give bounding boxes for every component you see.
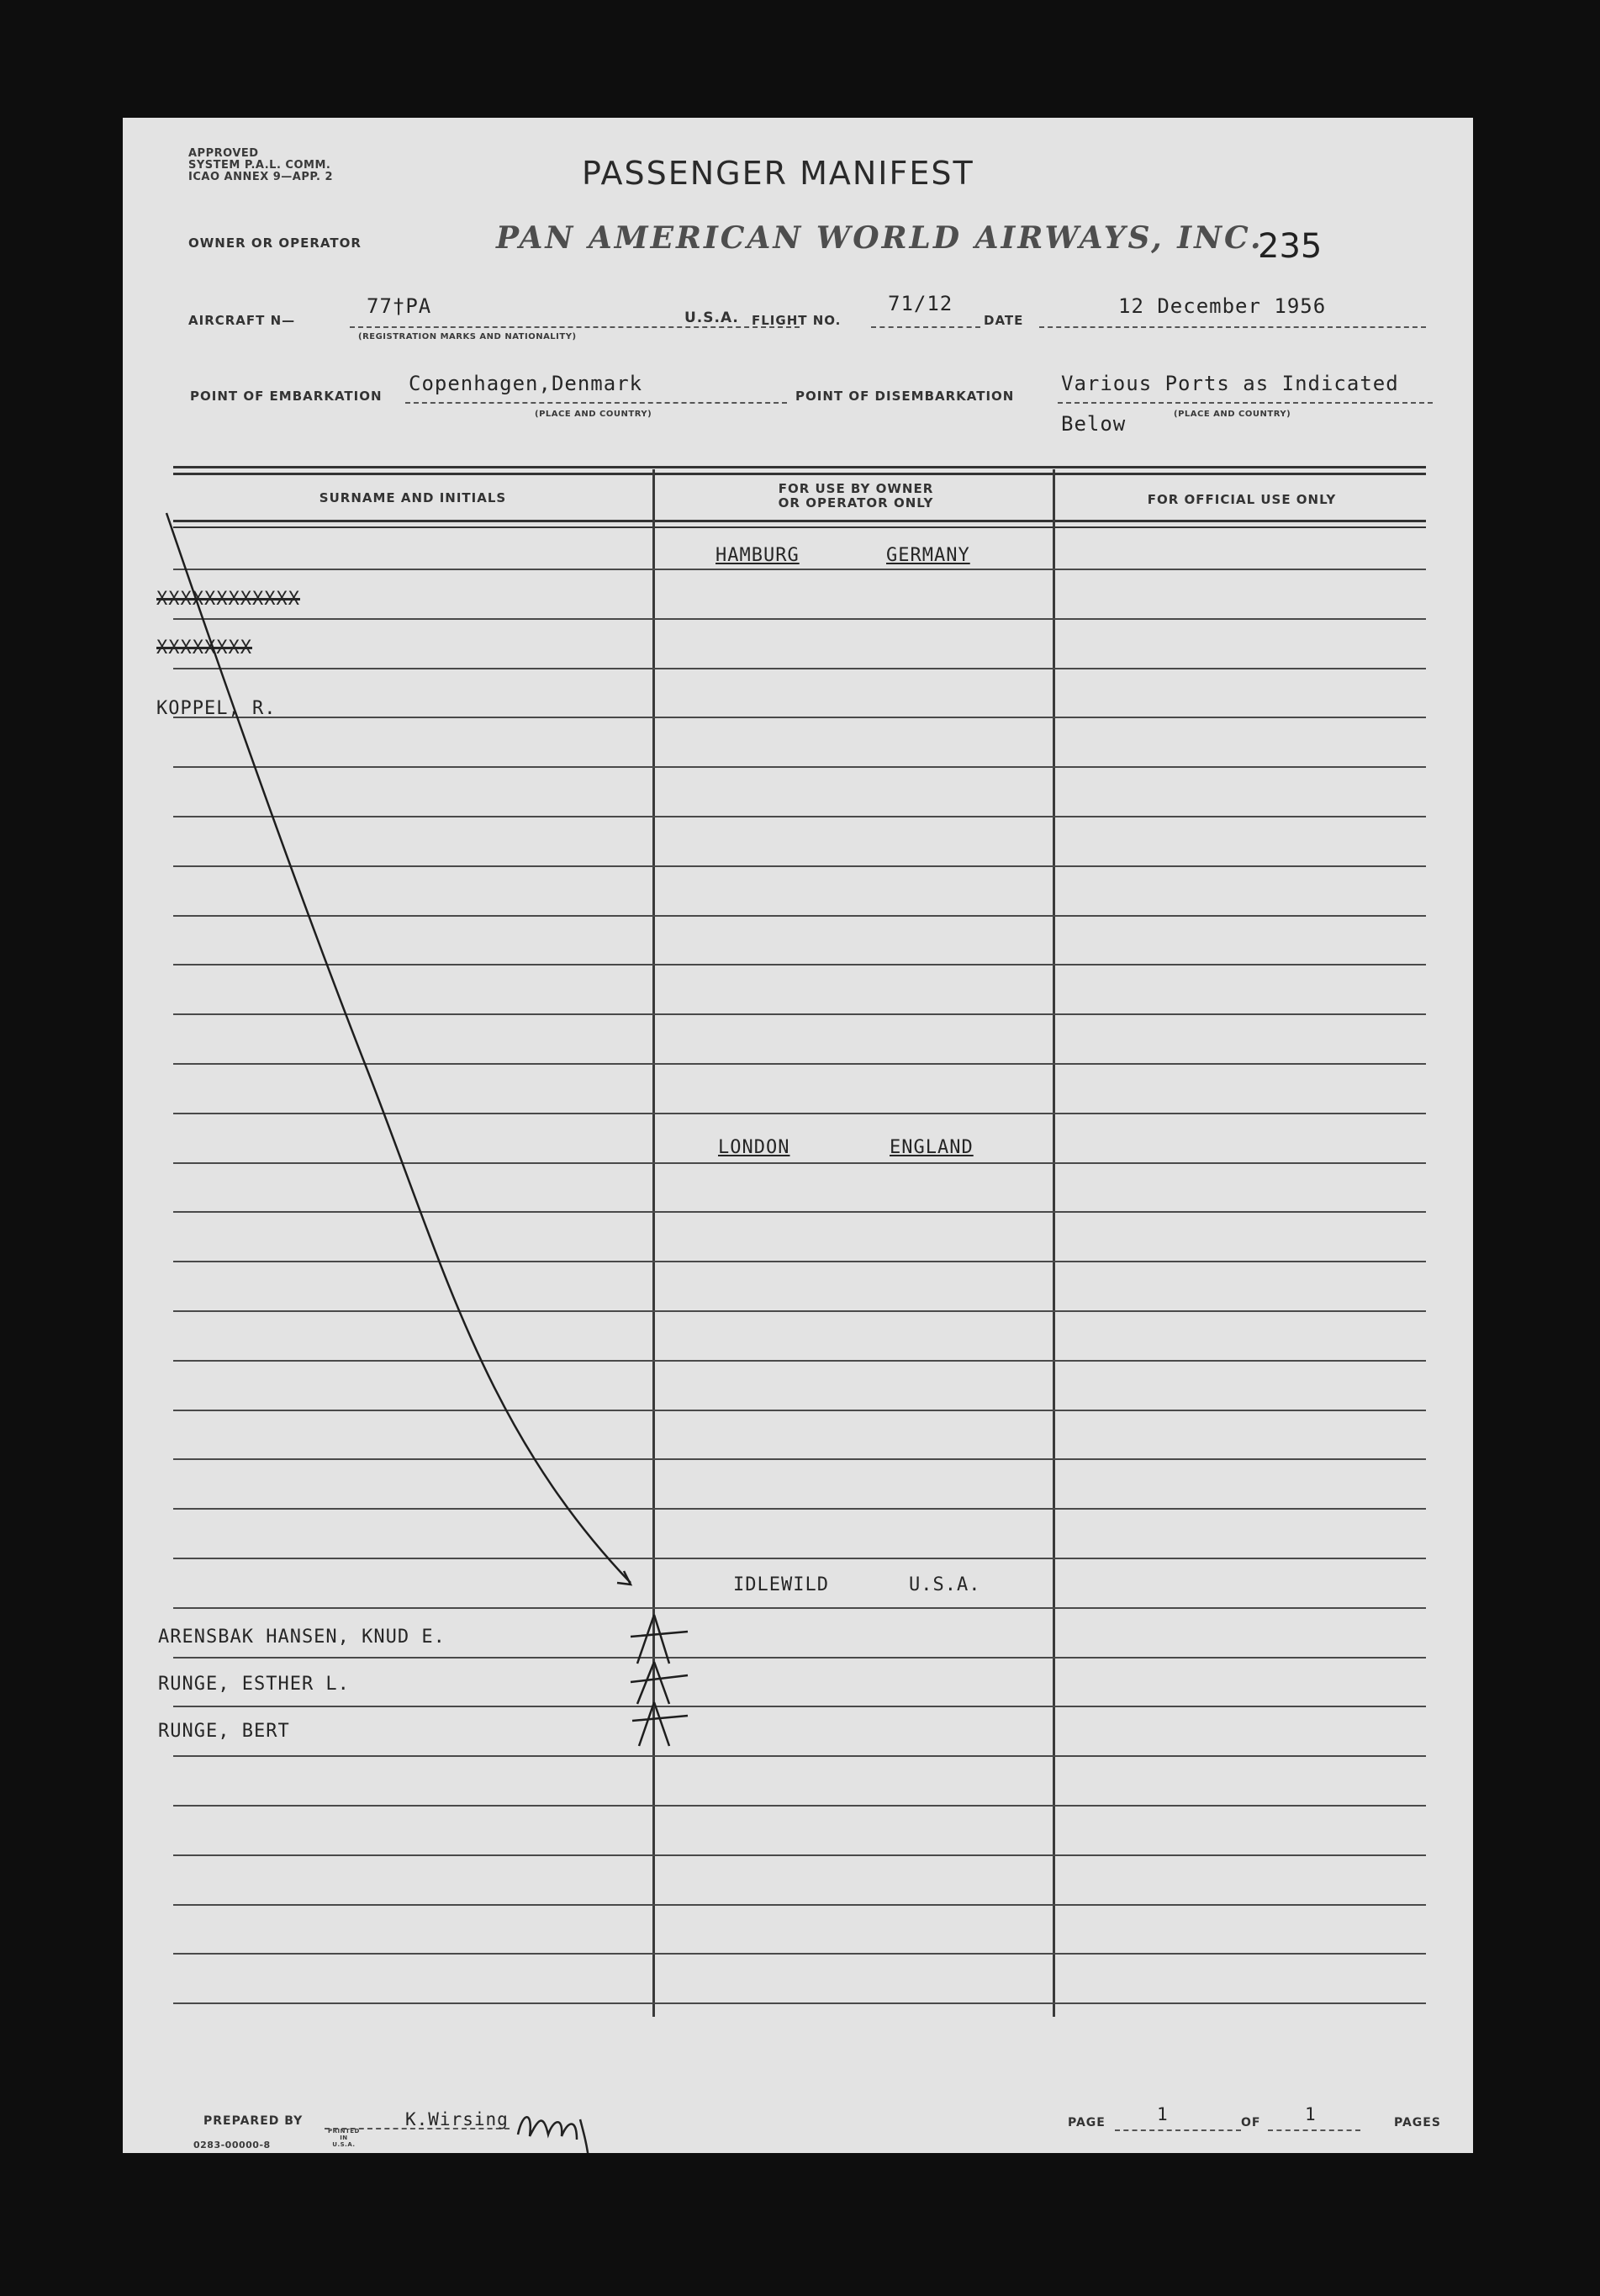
- page-number: 235: [1258, 227, 1323, 266]
- date-label: DATE: [984, 313, 1024, 328]
- flight-label: FLIGHT NO.: [752, 313, 842, 328]
- dest-idlewild-city: IDLEWILD: [733, 1574, 829, 1595]
- dest-london-city: LONDON: [718, 1137, 790, 1158]
- flight-value: 71/12: [888, 292, 953, 315]
- dest-idlewild-country: U.S.A.: [909, 1574, 981, 1595]
- aircraft-label: AIRCRAFT N—: [188, 313, 296, 328]
- passenger-runge-esther: RUNGE, ESTHER L.: [158, 1674, 350, 1695]
- prepared-label: PREPARED BY: [203, 2114, 304, 2128]
- passenger-runge-bert: RUNGE, BERT: [158, 1721, 290, 1742]
- printed-line-1: PRINTED: [328, 2128, 360, 2135]
- arrow-tip: [617, 1571, 631, 1584]
- printed-stamp: [328, 2128, 360, 2148]
- col-header-owner-use-line-2: OR OPERATOR ONLY: [778, 495, 934, 511]
- of-value: 1: [1305, 2104, 1317, 2124]
- col-header-official-use: FOR OFFICIAL USE ONLY: [1147, 492, 1337, 507]
- approval-line-1: APPROVED: [188, 147, 259, 160]
- tally-marks: [631, 1615, 688, 1746]
- embarkation-value: Copenhagen,Denmark: [409, 372, 643, 395]
- col-header-owner-use-line-1: FOR USE BY OWNER: [778, 481, 934, 496]
- prepared-value: K.Wirsing: [405, 2109, 509, 2129]
- dest-hamburg-country: GERMANY: [886, 545, 970, 566]
- approval-line-3: ICAO ANNEX 9—APP. 2: [188, 171, 334, 183]
- page-label: PAGE: [1068, 2116, 1106, 2129]
- page-title: PASSENGER MANIFEST: [582, 155, 974, 192]
- handwritten-marks: [123, 118, 1473, 2153]
- aircraft-sublabel: (REGISTRATION MARKS AND NATIONALITY): [358, 332, 577, 341]
- passenger-struck-2: XXXXXXXX: [156, 637, 252, 659]
- disembarkation-value: Various Ports as Indicated: [1061, 372, 1399, 395]
- printed-line-3: U.S.A.: [332, 2141, 356, 2148]
- signature-scribble: [518, 2117, 589, 2153]
- printed-line-2: IN: [340, 2135, 348, 2141]
- aircraft-value: 77†PA: [367, 294, 432, 318]
- owner-label: OWNER OR OPERATOR: [188, 235, 362, 251]
- passenger-arensbak: ARENSBAK HANSEN, KNUD E.: [158, 1627, 446, 1648]
- approval-line-2: SYSTEM P.A.L. COMM.: [188, 159, 331, 172]
- dest-london-country: ENGLAND: [890, 1137, 974, 1158]
- passenger-koppel: KOPPEL, R.: [156, 698, 277, 719]
- passenger-struck-1: XXXXXXXXXXXX: [156, 589, 300, 610]
- col-header-surname: SURNAME AND INITIALS: [319, 490, 507, 505]
- embarkation-label: POINT OF EMBARKATION: [190, 389, 383, 404]
- date-value: 12 December 1956: [1118, 294, 1327, 318]
- hand-drawn-arrow: [166, 513, 631, 1583]
- disembarkation-value-cont: Below: [1061, 412, 1127, 436]
- operator-name: PAN AMERICAN WORLD AIRWAYS, INC.: [496, 220, 1264, 256]
- manifest-sheet: [123, 118, 1473, 2153]
- of-label: OF: [1241, 2116, 1261, 2129]
- page-value: 1: [1157, 2104, 1169, 2124]
- pages-label: PAGES: [1394, 2116, 1441, 2129]
- disembarkation-label: POINT OF DISEMBARKATION: [795, 389, 1015, 404]
- embarkation-sublabel: (PLACE AND COUNTRY): [535, 410, 652, 419]
- aircraft-nationality: U.S.A.: [684, 309, 739, 326]
- form-number: 0283-00000-8: [193, 2140, 271, 2151]
- disembarkation-sublabel: (PLACE AND COUNTRY): [1174, 410, 1291, 419]
- dest-hamburg-city: HAMBURG: [716, 545, 800, 566]
